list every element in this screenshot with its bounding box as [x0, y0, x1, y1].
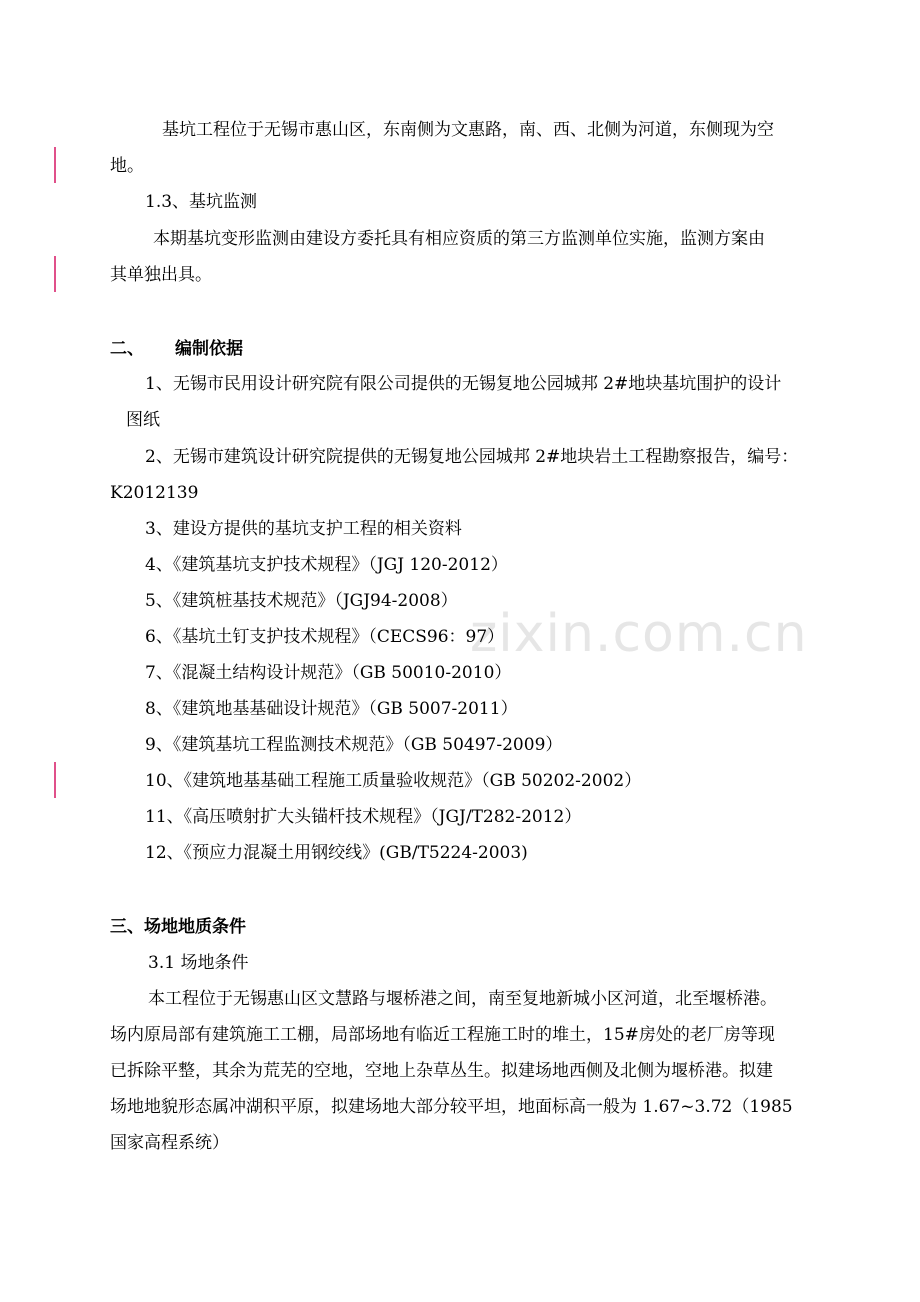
- reference-item: 图纸: [126, 410, 160, 430]
- reference-item: 5、《建筑桩基技术规范》（JGJ94-2008）: [145, 591, 458, 611]
- sub-heading: 3.1 场地条件: [148, 953, 249, 973]
- reference-item: 8、《建筑地基基础设计规范》（GB 5007-2011）: [145, 699, 518, 719]
- paragraph-line: 国家高程系统）: [110, 1133, 229, 1153]
- reference-item: 2、无锡市建筑设计研究院提供的无锡复地公园城邦 2#地块岩土工程勘察报告，编号：: [145, 447, 799, 467]
- paragraph-line: 本工程位于无锡惠山区文慧路与堰桥港之间，南至复地新城小区河道，北至堰桥港。: [148, 989, 777, 1009]
- reference-item: 6、《基坑土钉支护技术规程》（CECS96：97）: [145, 627, 505, 647]
- reference-item: 7、《混凝土结构设计规范》（GB 50010-2010）: [145, 663, 512, 683]
- section-title: 三、场地地质条件: [110, 917, 246, 937]
- paragraph-line: 其单独出具。: [110, 265, 212, 285]
- paragraph-line: 地。: [110, 156, 144, 176]
- paragraph-line: 基坑工程位于无锡市惠山区，东南侧为文惠路，南、西、北侧为河道，东侧现为空: [162, 120, 774, 140]
- reference-item: 11、《高压喷射扩大头锚杆技术规程》（JGJ/T282-2012）: [145, 807, 582, 827]
- watermark: zixin.com.cn: [470, 604, 808, 664]
- paragraph-line: 场内原局部有建筑施工工棚，局部场地有临近工程施工时的堆土，15#房处的老厂房等现: [110, 1025, 775, 1045]
- section-title: 编制依据: [175, 339, 243, 359]
- revision-mark: [54, 256, 56, 292]
- reference-item: 4、《建筑基坑支护技术规程》（JGJ 120-2012）: [145, 555, 508, 575]
- reference-item: 10、《建筑地基基础工程施工质量验收规范》（GB 50202-2002）: [145, 771, 642, 791]
- sub-heading: 1.3、基坑监测: [145, 192, 258, 212]
- paragraph-line: 已拆除平整，其余为荒芜的空地，空地上杂草丛生。拟建场地西侧及北侧为堰桥港。拟建: [110, 1061, 773, 1081]
- paragraph-line: 本期基坑变形监测由建设方委托具有相应资质的第三方监测单位实施，监测方案由: [153, 229, 765, 249]
- reference-item: 3、建设方提供的基坑支护工程的相关资料: [145, 519, 462, 539]
- reference-item: 12、《预应力混凝土用钢绞线》(GB/T5224-2003): [145, 843, 528, 863]
- reference-item: 9、《建筑基坑工程监测技术规范》（GB 50497-2009）: [145, 735, 563, 755]
- revision-mark: [54, 147, 56, 183]
- reference-item: 1、无锡市民用设计研究院有限公司提供的无锡复地公园城邦 2#地块基坑围护的设计: [145, 374, 782, 394]
- paragraph-line: 场地地貌形态属冲湖积平原，拟建场地大部分较平坦，地面标高一般为 1.67~3.72（1985: [110, 1097, 793, 1117]
- reference-item: K2012139: [110, 483, 199, 503]
- section-number: 二、: [110, 339, 144, 359]
- revision-mark: [54, 762, 56, 798]
